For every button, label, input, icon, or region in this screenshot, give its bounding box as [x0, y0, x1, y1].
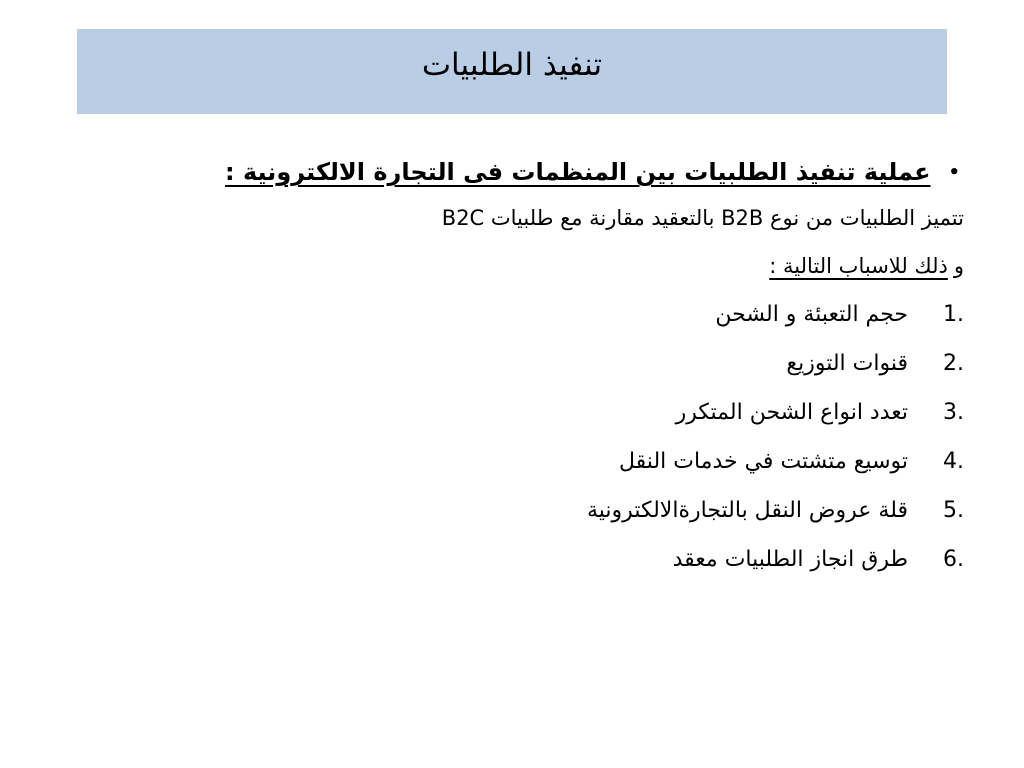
- list-number: 3.: [943, 400, 964, 425]
- list-number: 5.: [943, 498, 964, 523]
- list-text: قلة عروض النقل بالتجارةالالكترونية: [587, 498, 908, 523]
- title-banner: [77, 29, 947, 114]
- reasons-line: [124, 242, 964, 290]
- intro-line: تتميز الطلبيات من نوع B2B بالتعقيد مقارنة مع طلبيات B2C: [441, 206, 964, 230]
- bullet-heading: [124, 150, 964, 194]
- list-item: [124, 388, 964, 437]
- list-number: 2.: [943, 351, 964, 376]
- list-number: 4.: [943, 449, 964, 474]
- list-text: قنوات التوزيع: [786, 351, 908, 376]
- list-number: 6.: [943, 547, 964, 572]
- list-text: حجم التعبئة و الشحن: [715, 302, 908, 327]
- list-item: [124, 535, 964, 584]
- list-number: 1.: [943, 302, 964, 327]
- reasons-prefix: و: [953, 254, 964, 278]
- list-text: توسيع متشتت في خدمات النقل: [619, 449, 908, 474]
- bullet-icon: •: [948, 161, 960, 183]
- list-item: [124, 339, 964, 388]
- list-item: [124, 437, 964, 486]
- list-text: طرق انجاز الطلبيات معقد: [672, 547, 908, 572]
- reasons-label: ذلك للاسباب التالية :: [769, 254, 948, 278]
- list-text: تعدد انواع الشحن المتكرر: [675, 400, 908, 425]
- slide-title: تنفيذ الطلبيات: [421, 46, 603, 83]
- heading-text: عملية تنفيذ الطلبيات بين المنظمات فى التجارة الالكترونية :: [225, 158, 931, 186]
- list-item: [124, 486, 964, 535]
- list-item: [124, 290, 964, 339]
- slide-content: [124, 150, 964, 584]
